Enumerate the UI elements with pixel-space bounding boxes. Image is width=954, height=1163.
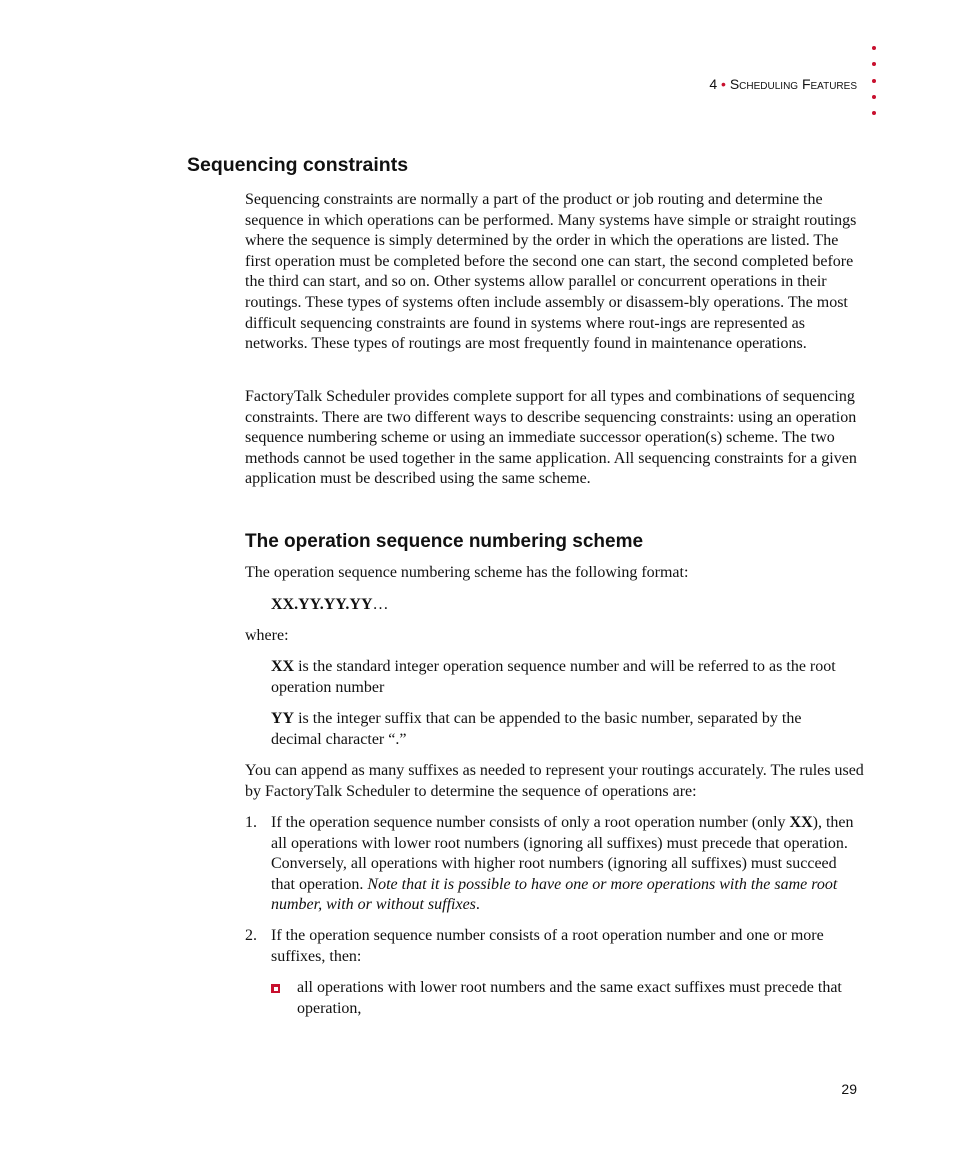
decorative-dots: [872, 46, 880, 127]
xx-code: XX: [271, 658, 295, 675]
yy-text: is the integer suffix that can be appended to the basic number, separated by the decimal character “.”: [271, 710, 802, 748]
rule-1-text-b: ), then all operations with lower root numbers (ignoring all suffixes) must precede that operation. Conversely, all operations with higher root numbers (ignoring all suffixes) must succeed that operation.: [271, 814, 854, 893]
running-header: [709, 76, 857, 92]
format-ellipsis: …: [372, 596, 389, 613]
rule-2-text: If the operation sequence number consists of a root operation number and one or more suffixes, then:: [271, 927, 824, 965]
dot-icon: [872, 111, 876, 115]
bullet-item-1: all operations with lower root numbers and the same exact suffixes must precede that operation,: [297, 979, 842, 1017]
subsection-heading: The operation sequence numbering scheme: [245, 531, 644, 552]
header-separator: •: [721, 76, 726, 92]
page-number: 29: [841, 1081, 857, 1097]
yy-code: YY: [271, 710, 295, 727]
paragraph-append-suffixes: You can append as many suffixes as needed to represent your routings accurately. The rules used by FactoryTalk Scheduler to determine the sequence of operations are:: [245, 762, 864, 800]
dot-icon: [872, 95, 876, 99]
rule-1-code: XX: [789, 814, 813, 831]
rule-1-note: Note that it is possible to have one or more operations with the same root number, with or without suffixes: [271, 875, 838, 914]
paragraph-format-intro: The operation sequence numbering scheme has the following format:: [245, 564, 689, 581]
bullet-icon: [271, 984, 280, 993]
format-code: XX.YY.YY.YY: [271, 596, 373, 613]
format-line: [271, 595, 856, 616]
yy-definition: [271, 709, 856, 750]
rule-1-text: [271, 813, 856, 916]
xx-definition: [271, 657, 856, 698]
rule-2-number: 2.: [245, 927, 257, 944]
chapter-title: Scheduling Features: [729, 76, 857, 92]
rule-1-end: .: [475, 896, 480, 914]
dot-icon: [872, 46, 876, 50]
dot-icon: [872, 62, 876, 66]
rule-1-text-a: If the operation sequence number consists of only a root operation number (only: [271, 814, 790, 831]
dot-icon: [872, 79, 876, 83]
where-label: where:: [245, 627, 289, 644]
section-heading: Sequencing constraints: [187, 154, 409, 176]
rule-1-number: 1.: [245, 814, 257, 831]
xx-text: is the standard integer operation sequence number and will be referred to as the root operation number: [271, 658, 836, 696]
paragraph-sequencing-intro: Sequencing constraints are normally a part of the product or job routing and determine the sequence in which operations can be performed. Many systems have simple or straight routings where the sequence is simply determined by the order in which the operations are listed. The first operation must be completed before the second one can start, the second completed before the third can start, and so on. Other systems allow parallel or concurrent operations in their routings. These types of systems often include assembly or disassem-bly operations. The most difficult sequencing constraints are found in systems where rout-ings are represented as networks. These types of routings are most frequently found in maintenance operations.: [245, 191, 857, 353]
chapter-number: 4: [709, 76, 718, 92]
paragraph-factorytalk-support: FactoryTalk Scheduler provides complete support for all types and combinations of sequencing constraints. There are two different ways to describe sequencing constraints: using an operation sequence numbering scheme or using an immediate successor operation(s) scheme. The two methods cannot be used together in the same application. All sequencing constraints for a given application must be described using the same scheme.: [245, 388, 857, 488]
